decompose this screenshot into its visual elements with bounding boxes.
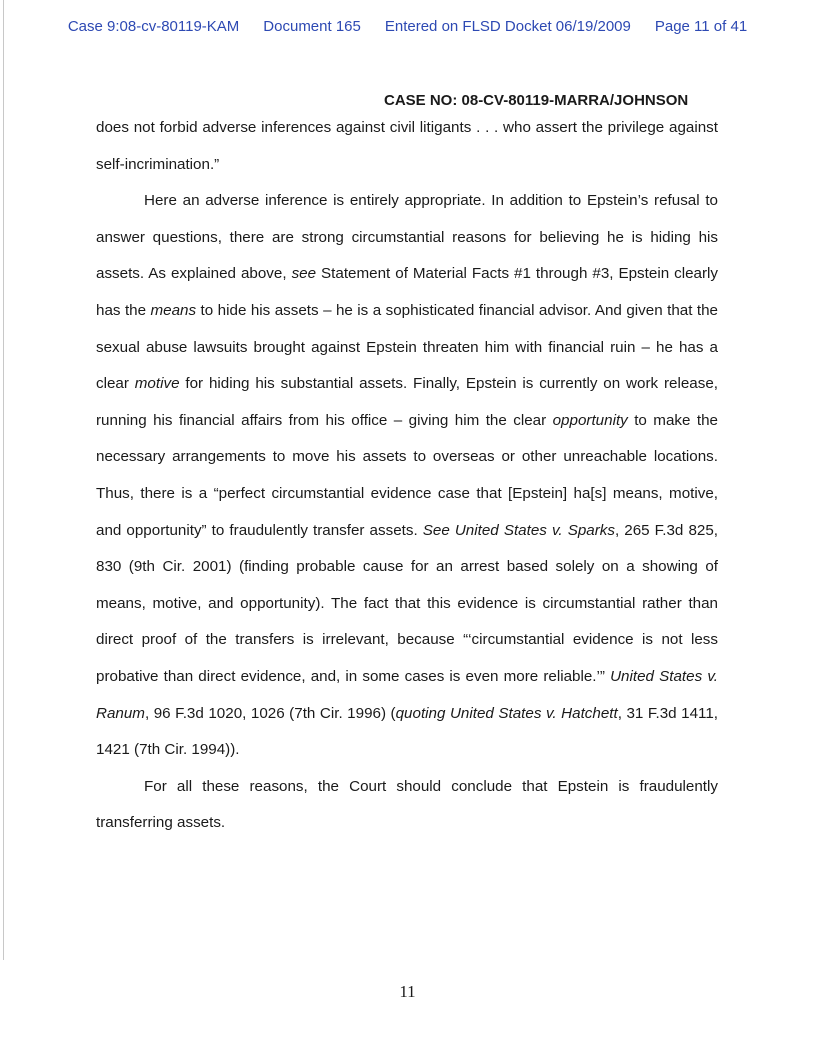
italic-motive: motive (134, 375, 180, 393)
text-run: Statement of Material Facts #1 through #3, Epstein clearly has the (96, 265, 719, 319)
italic-opportunity: opportunity (552, 411, 628, 429)
paragraph-continuation: does not forbid adverse inferences against civil litigants . . . who assert the privilege against self-incrimination.” (96, 119, 718, 173)
scan-margin-line (3, 0, 4, 960)
docket-header (0, 18, 815, 35)
italic-signal: see (291, 265, 317, 283)
text-run: to make the necessary arrangements to move his assets to overseas or other unreachable locations. Thus, there is a “perfect circumstantial evidence case that [Epstein] ha[s] means, motive, and opportunity” to fraudulently transfer assets. (96, 411, 719, 539)
case-citation-ranum: United States v. Ranum (96, 667, 718, 722)
text-run: , 265 F.3d 825, 830 (9th Cir. 2001) (finding probable cause for an arrest based solely on a showing of means, motive, and opportunity). The fact that this evidence is circumstantial rather than direct proof of the transfers is irrelevant, because “‘circumstantial evidence is not less probative than direct evidence, and, in some cases is even more reliable.’” (96, 521, 719, 685)
page-number: 11 (399, 982, 416, 1001)
docket-entry-stamp: Entered on FLSD Docket 06/19/2009 (384, 18, 631, 35)
text-run: to hide his assets – he is a sophisticated financial advisor. And given that the sexual abuse lawsuits brought against Epstein threaten him with financial ruin – he has a clear (96, 301, 718, 393)
case-number-heading: CASE NO: 08-CV-80119-MARRA/JOHNSON (384, 92, 689, 109)
text-run: , 31 F.3d 1411, 1421 (7th Cir. 1994)). (96, 704, 718, 759)
paragraph-conclusion: For all these reasons, the Court should conclude that Epstein is fraudulently transferring assets. (96, 777, 718, 832)
document-number-stamp: Document 165 (263, 18, 361, 35)
text-run: Here an adverse inference is entirely appropriate. In addition to Epstein’s refusal to answer questions, there are strong circumstantial reasons for believing he is hiding his assets. As explained above, (96, 192, 718, 283)
case-citation-sparks: See United States v. Sparks (422, 521, 615, 539)
body-text (96, 110, 718, 842)
text-run: , 96 F.3d 1020, 1026 (7th Cir. 1996) ( (144, 704, 396, 722)
italic-means: means (150, 301, 197, 319)
text-run: for hiding his substantial assets. Finally, Epstein is currently on work release, running his financial affairs from his office – giving him the clear (96, 375, 719, 429)
case-number-stamp: Case 9:08-cv-80119-KAM (67, 18, 240, 35)
case-citation-hatchett: quoting United States v. Hatchett (395, 704, 618, 722)
paragraph-adverse-inference (96, 183, 718, 769)
page-count-stamp: Page 11 of 41 (654, 18, 748, 35)
